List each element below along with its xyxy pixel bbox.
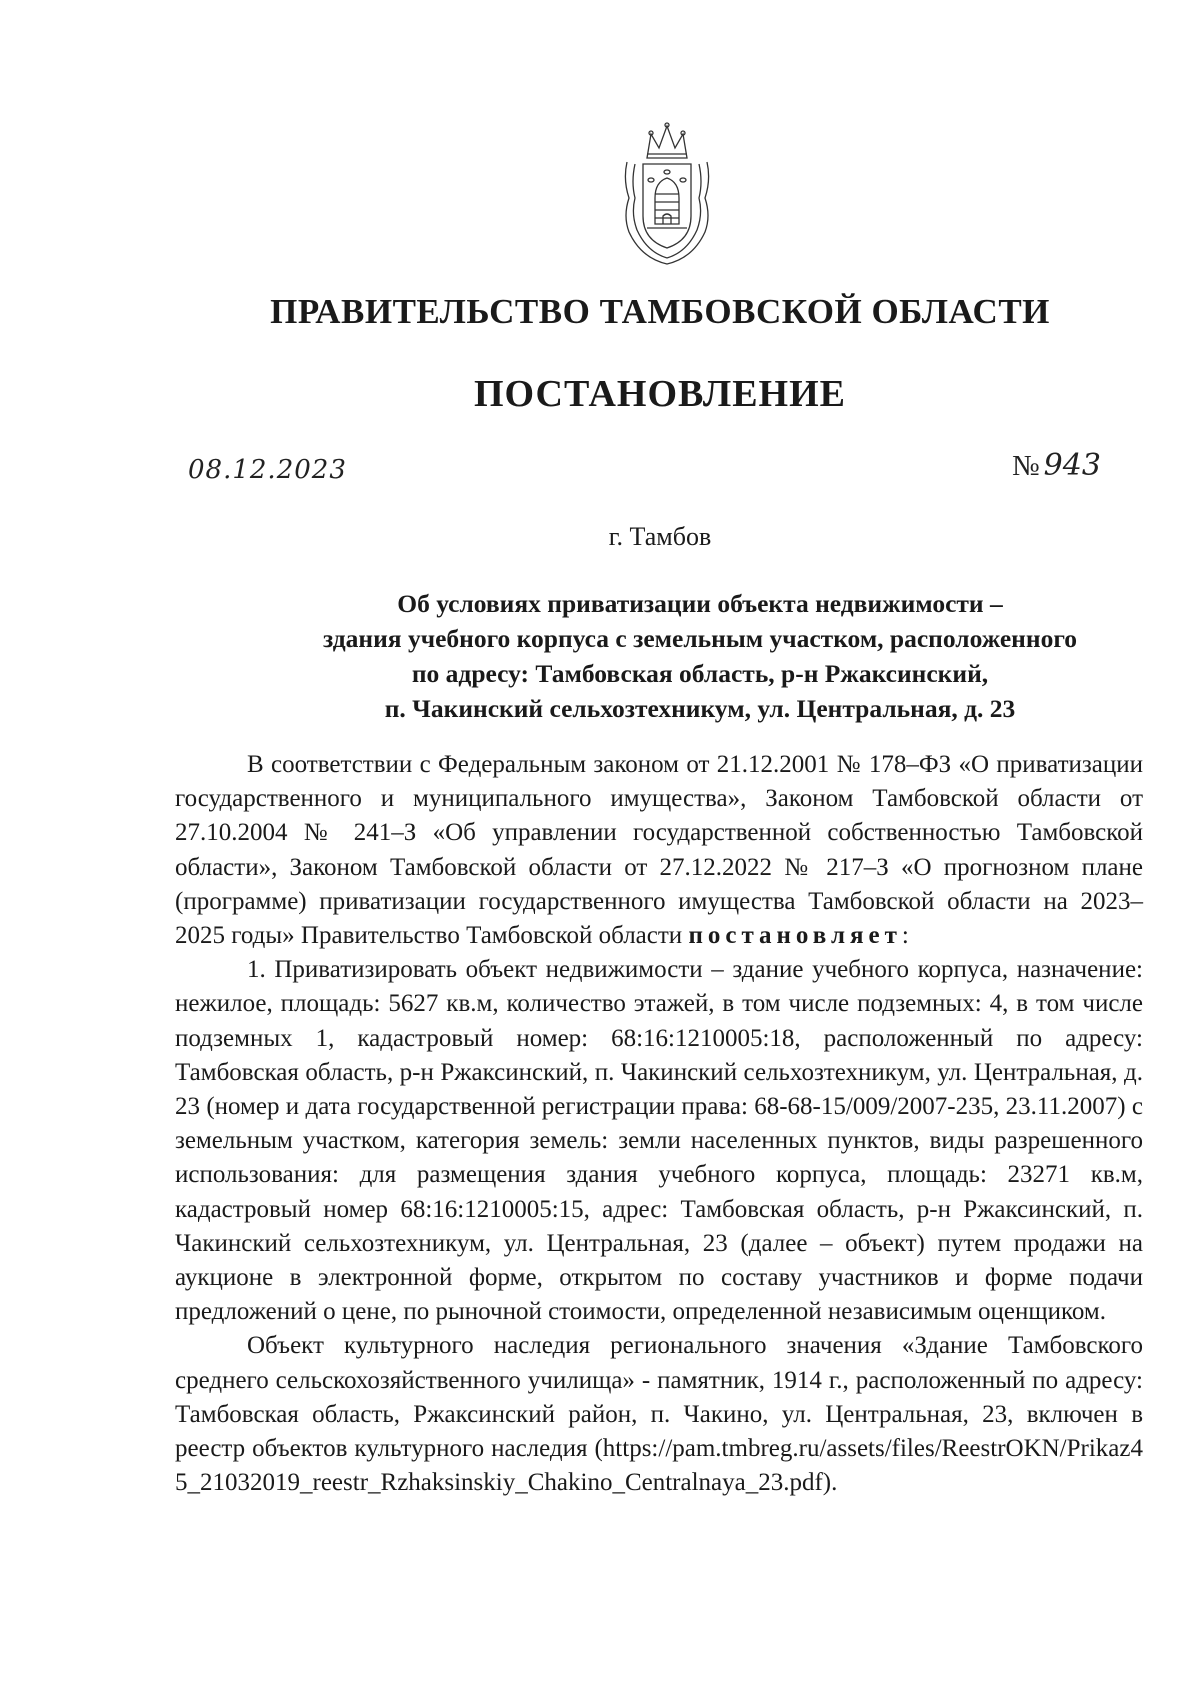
document-body	[175, 748, 1143, 1500]
preamble-paragraph	[175, 748, 1143, 953]
item-1-paragraph: 1. Приватизировать объект недвижимости – здание учебного корпуса, назначение: нежилое, площадь: 5627 кв.м, количество этажей, в том числе подземных: 4, в том числе подземных 1, кадастровый номер: 68:16:1210005:18, расположенный по адресу: Тамбовская область, р-н Ржаксинский, п. Чакинский сельхозтехникум, ул. Центральная, д. 23 (номер и дата государственной регистрации права: 68-68-15/009/2007-235, 23.11.2007) с земельным участком, категория земель: земли населенных пунктов, виды разрешенного использования: для размещения здания учебного корпуса, площадь: 23271 кв.м, кадастровый номер 68:16:1210005:15, адрес: Тамбовская область, р-н Ржаксинский, п. Чакинский сельхозтехникум, ул. Центральная, 23 (далее – объект) путем продажи на аукционе в электронной форме, открытом по составу участников и форме подачи предложений о цене, по рыночной стоимости, определенной независимым оценщиком.	[175, 956, 1143, 1326]
subject-line: здания учебного корпуса с земельным участком, расположенного	[322, 624, 1078, 653]
city: г. Тамбов	[608, 522, 712, 551]
subject-line: п. Чакинский сельхозтехникум, ул. Центральная, д. 23	[384, 694, 1016, 723]
organization-title: ПРАВИТЕЛЬСТВО ТАМБОВСКОЙ ОБЛАСТИ	[270, 292, 1050, 331]
heritage-text: Объект культурного наследия регионального значения «Здание Тамбовского среднего сельскохозяйственного училища» - памятник, 1914 г., расположенный по адресу: Тамбовская область, Ржаксинский район, п. Чакино, ул. Центральная, 23, включен в реестр объектов культурного наследия	[175, 1332, 1143, 1463]
document-number	[1012, 448, 1101, 483]
coat-of-arms-icon	[617, 120, 717, 268]
document-date: 08.12.2023	[188, 455, 347, 485]
subject-line: Об условиях приватизации объекта недвижимости –	[397, 589, 1003, 618]
preamble-text: В соответствии с Федеральным законом от 21.12.2001 № 178–ФЗ «О приватизации государственного и муниципального имущества», Законом Тамбовской области от 27.10.2004 № 241–З «Об управлении государственной собственностью Тамбовской области», Законом Тамбовской области от 27.12.2022 № 217–З «О прогнозном плане (программе) приватизации государственного имущества Тамбовской области на 2023–2025 годы» Правительство Тамбовской области	[175, 751, 1143, 950]
heritage-url: (https://pam.tmbreg.ru/assets/files/ReestrOKN/Prikaz45_21032019_reestr_Rzhaksinskiy_Chakino_Centralnaya_23.pdf).	[175, 1435, 1143, 1497]
decree-colon: :	[901, 922, 909, 950]
heritage-paragraph	[175, 1329, 1143, 1500]
number-sign: №	[1012, 450, 1040, 482]
decree-word: постановляет	[688, 922, 902, 950]
document-subject	[200, 586, 1200, 726]
number-value: 943	[1043, 448, 1101, 483]
document-type: ПОСТАНОВЛЕНИЕ	[473, 373, 847, 415]
subject-line: по адресу: Тамбовская область, р-н Ржаксинский,	[411, 659, 989, 688]
